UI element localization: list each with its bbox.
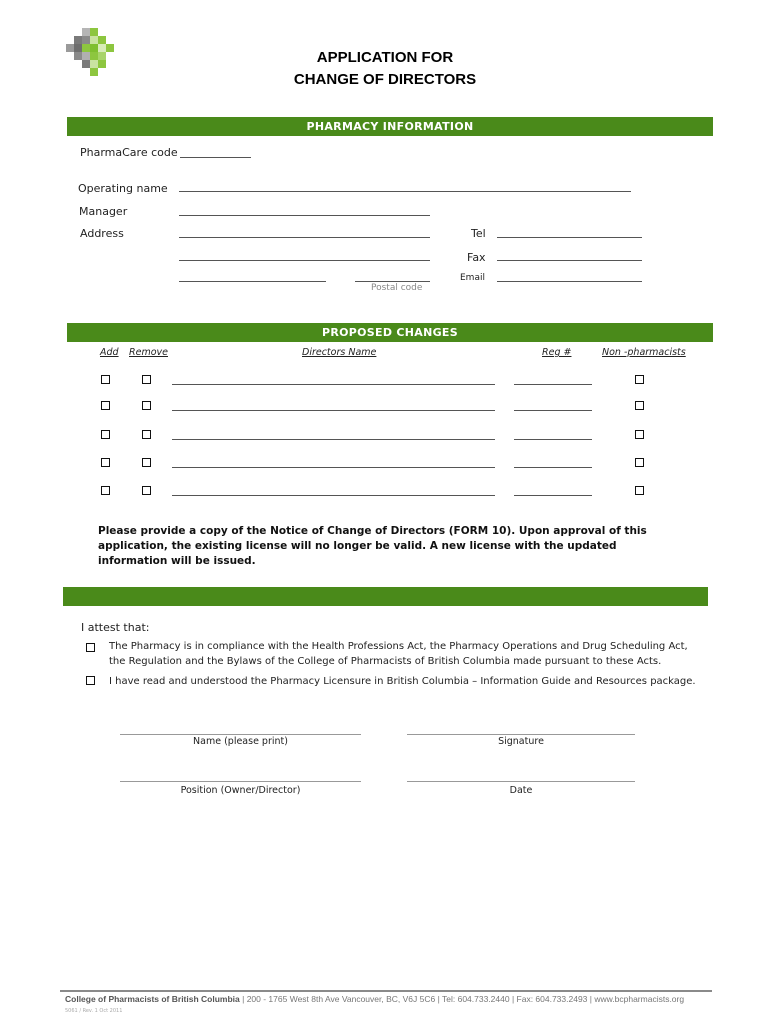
fax-field[interactable] — [497, 260, 642, 261]
reg-number-field[interactable] — [514, 439, 592, 440]
name-field[interactable] — [120, 734, 361, 735]
remove-checkbox[interactable] — [142, 458, 151, 467]
attest-intro: I attest that: — [81, 621, 150, 634]
address-field-line2[interactable] — [179, 260, 430, 261]
non-pharmacist-checkbox[interactable] — [635, 401, 644, 410]
position-label: Position (Owner/Director) — [180, 785, 301, 796]
add-checkbox[interactable] — [101, 375, 110, 384]
remove-checkbox[interactable] — [142, 430, 151, 439]
manager-field[interactable] — [179, 215, 430, 216]
add-checkbox[interactable] — [101, 401, 110, 410]
college-logo — [66, 28, 118, 80]
add-checkbox[interactable] — [101, 486, 110, 495]
form-title-line1: APPLICATION FOR — [316, 49, 454, 66]
remove-checkbox[interactable] — [142, 401, 151, 410]
non-pharmacist-checkbox[interactable] — [635, 458, 644, 467]
add-checkbox[interactable] — [101, 430, 110, 439]
tel-label: Tel — [471, 227, 486, 240]
address-label: Address — [80, 227, 124, 240]
notice-text: Please provide a copy of the Notice of Change of Directors (FORM 10). Upon approval of this application, the existing license will no longer be valid. A new license with the updated information will be issued. — [98, 525, 647, 567]
proposed-changes-bar: PROPOSED CHANGES — [67, 323, 713, 342]
signature-label: Signature — [498, 736, 544, 747]
date-label: Date — [509, 785, 533, 796]
signature-field[interactable] — [407, 734, 635, 735]
non-pharmacist-checkbox[interactable] — [635, 486, 644, 495]
attest-compliance-checkbox[interactable] — [86, 643, 95, 652]
director-name-field[interactable] — [172, 384, 495, 385]
reg-number-field[interactable] — [514, 467, 592, 468]
pharmacare-code-field[interactable] — [180, 157, 251, 158]
footer-text — [65, 994, 684, 1004]
pharmacy-info-bar: PHARMACY INFORMATION — [67, 117, 713, 136]
address-field-line1[interactable] — [179, 237, 430, 238]
fax-label: Fax — [467, 251, 486, 264]
col-header-reg: Reg # — [542, 347, 572, 358]
operating-name-label: Operating name — [78, 182, 168, 195]
non-pharmacist-checkbox[interactable] — [635, 375, 644, 384]
manager-label: Manager — [79, 205, 128, 218]
email-label: Email — [460, 273, 485, 283]
attest-read-guide-text: I have read and understood the Pharmacy Licensure in British Columbia – Information Guide and Resources package. — [109, 676, 696, 687]
remove-checkbox[interactable] — [142, 375, 151, 384]
remove-checkbox[interactable] — [142, 486, 151, 495]
form-title-line2: CHANGE OF DIRECTORS — [293, 71, 477, 88]
director-name-field[interactable] — [172, 410, 495, 411]
director-name-field[interactable] — [172, 467, 495, 468]
reg-number-field[interactable] — [514, 384, 592, 385]
tel-field[interactable] — [497, 237, 642, 238]
attest-compliance-text-2: the Regulation and the Bylaws of the College of Pharmacists of British Columbia made pursuant to these Acts. — [109, 656, 662, 667]
col-header-non-pharmacists: Non -pharmacists — [602, 347, 686, 358]
footer-details: | 200 - 1765 West 8th Ave Vancouver, BC, V6J 5C6 | Tel: 604.733.2440 | Fax: 604.733.2493 | www.bcpharmacists.org — [239, 994, 685, 1004]
name-label: Name (please print) — [193, 736, 288, 747]
operating-name-field[interactable] — [179, 191, 631, 192]
attest-read-guide-checkbox[interactable] — [86, 676, 95, 685]
form-code: 5061 / Rev. 1 Oct 2011 — [65, 1008, 123, 1014]
col-header-add: Add — [100, 347, 119, 358]
position-field[interactable] — [120, 781, 361, 782]
col-header-directors-name: Directors Name — [302, 347, 377, 358]
email-field[interactable] — [497, 281, 642, 282]
non-pharmacist-checkbox[interactable] — [635, 430, 644, 439]
postal-code-label: Postal code — [371, 283, 423, 293]
reg-number-field[interactable] — [514, 410, 592, 411]
director-name-field[interactable] — [172, 495, 495, 496]
footer-rule — [60, 990, 712, 992]
postal-code-field[interactable] — [355, 281, 430, 282]
director-name-field[interactable] — [172, 439, 495, 440]
attest-bar — [63, 587, 708, 606]
col-header-remove: Remove — [129, 347, 168, 358]
date-field[interactable] — [407, 781, 635, 782]
city-field[interactable] — [179, 281, 326, 282]
footer-org: College of Pharmacists of British Columbia — [65, 994, 240, 1004]
reg-number-field[interactable] — [514, 495, 592, 496]
add-checkbox[interactable] — [101, 458, 110, 467]
pharmacare-code-label: PharmaCare code — [80, 146, 178, 159]
attest-compliance-text-1: The Pharmacy is in compliance with the Health Professions Act, the Pharmacy Operations and Drug Scheduling Act, — [109, 641, 688, 652]
